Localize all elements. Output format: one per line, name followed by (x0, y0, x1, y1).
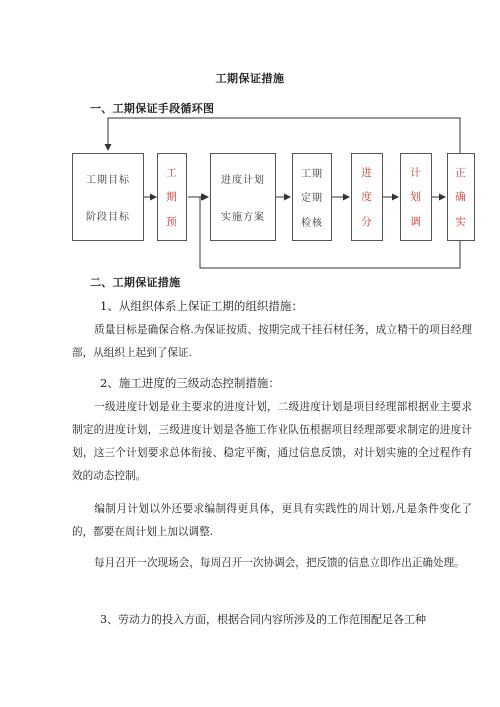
box-line: 实 (455, 216, 467, 229)
box-line: 确 (455, 191, 467, 204)
box-line: 阶段目标 (86, 212, 130, 223)
box-line: 定期 (301, 193, 323, 205)
box-line: 进 (361, 166, 373, 179)
diagram-box-plan-adjust (400, 153, 432, 241)
paragraph-text: 每月召开一次现场会，每周召开一次协调会，把反馈的信息立即作出正确处理。 (94, 557, 465, 569)
box-line: 工 (166, 166, 178, 179)
paragraph-three-level-plan (72, 396, 472, 488)
diagram-box-progress-plan (210, 153, 276, 241)
paragraph-text: 编制月计划以外还要求编制得更具体，更具有实践性的周计划,凡是条件变化了的，都要在周计划上加以调整. (72, 503, 472, 538)
section-heading-cycle-diagram: 一、工期保证手段循环图 (90, 102, 215, 115)
paragraph-text: 质量目标是确保合格.为保证按质、按期完成干挂石材任务，成立精干的项目经理部，从组织上起到了保证. (72, 324, 472, 359)
paragraph-weekly-plan (72, 498, 472, 544)
diagram-box-schedule-forecast (157, 153, 187, 241)
box-line: 工期目标 (86, 175, 130, 186)
diagram-box-correct-implementation (447, 153, 475, 241)
box-line: 期 (166, 191, 178, 204)
box-line: 正 (455, 166, 467, 179)
paragraph-meetings (72, 552, 472, 575)
paragraph-text: 一级进度计划是业主要求的进度计划，二级进度计划是项目经理部根据业主要求制定的进度计划，三级进度计划是各施工作业队伍根据项目经理部要求制定的进度计划，这三个计划要求总体衔接、稳定平衡，通过信息反馈，对计划实施的全过程作有效的动态控制。 (72, 401, 472, 482)
paragraph-quality-target (72, 319, 472, 365)
subheading-organization: 1、从组织体系上保证工期的组织措施： (100, 299, 303, 313)
diagram-box-periodic-check (292, 153, 332, 241)
section-heading-measures: 二、工期保证措施 (90, 276, 181, 289)
box-line: 调 (410, 216, 422, 229)
box-line: 检核 (301, 218, 323, 230)
box-line: 度 (361, 191, 373, 204)
box-line: 分 (361, 216, 373, 229)
box-line: 预 (166, 216, 178, 229)
box-line: 工期 (301, 168, 323, 180)
box-line: 计 (410, 166, 422, 179)
subheading-labor: 3、劳动力的投入方面，根据合同内容所涉及的工作范围配足各工种 (100, 613, 426, 626)
box-line: 进度计划 (221, 175, 265, 186)
box-line: 实施方案 (221, 212, 265, 223)
page-title: 工期保证措施 (215, 72, 285, 85)
box-line: 划 (410, 191, 422, 204)
diagram-box-progress-analysis (351, 153, 383, 241)
diagram-box-schedule-target (72, 153, 144, 241)
subheading-three-level-control: 2、施工进度的三级动态控制措施： (100, 376, 280, 390)
